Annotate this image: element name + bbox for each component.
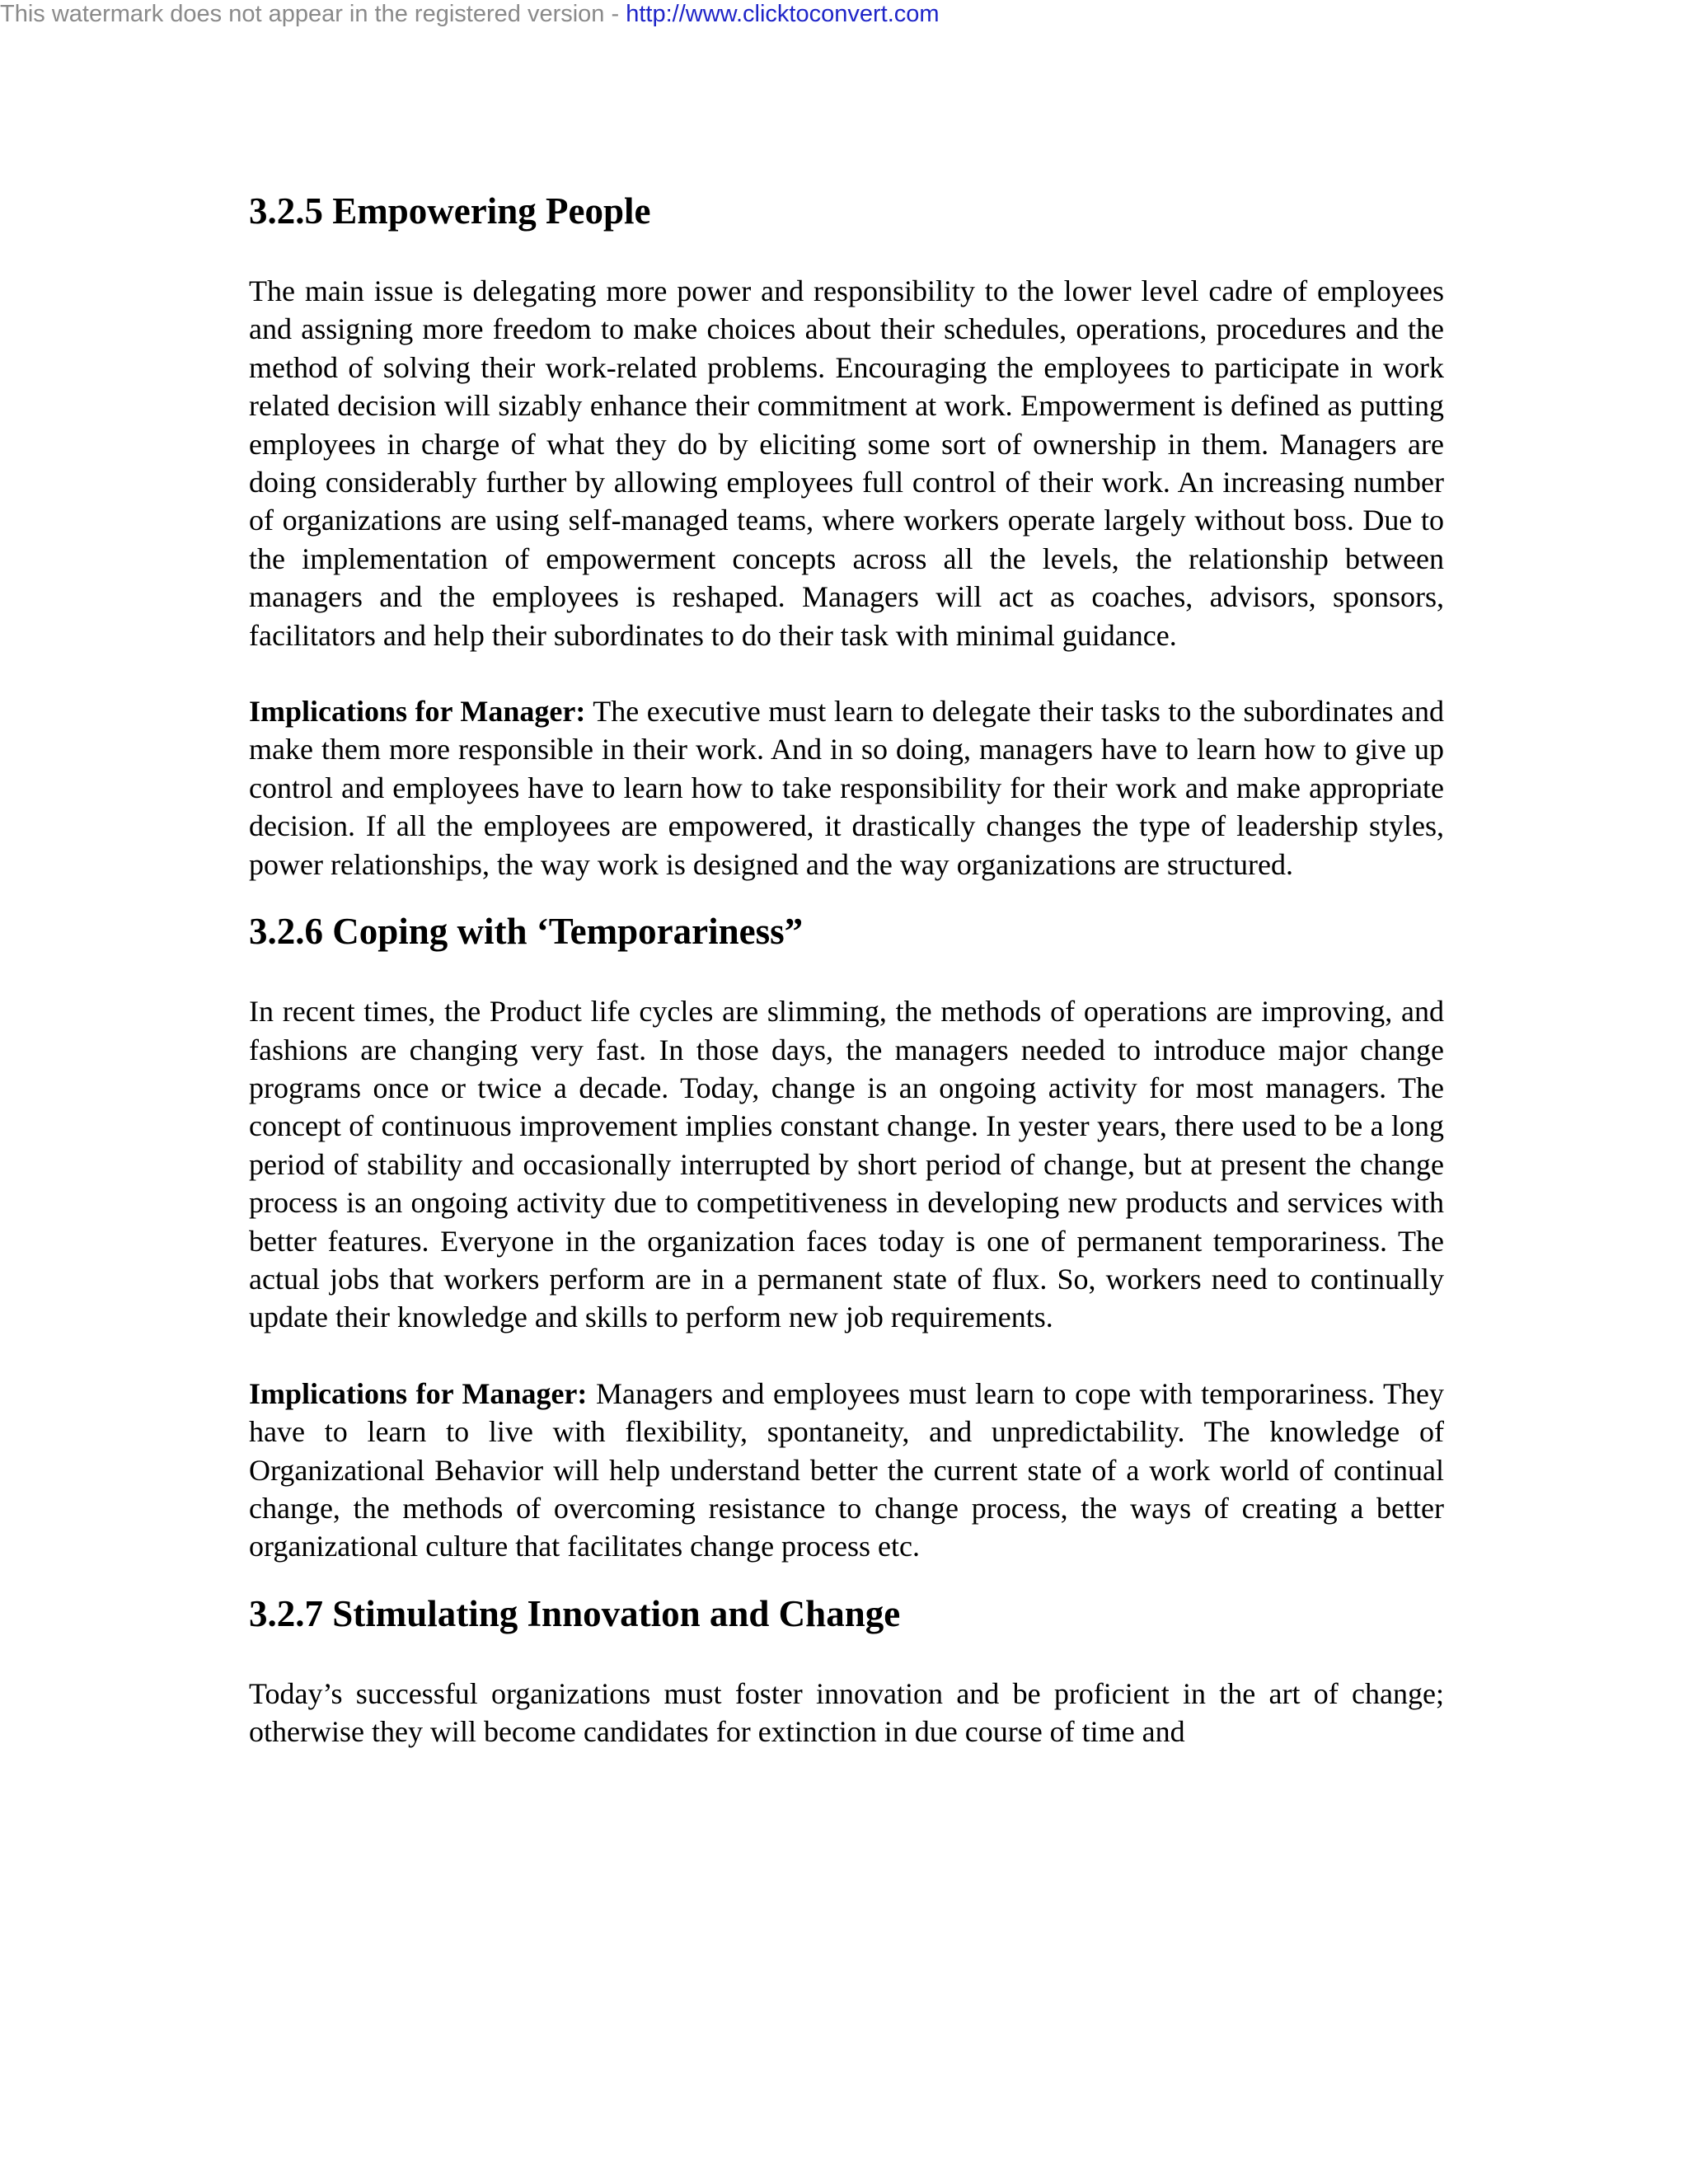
paragraph-temporariness: In recent times, the Product life cycles are slimming, the methods of operations are improving, and fashions are changing very fast. In those days, the managers needed to introduce major change programs once or twice a decade. Today, change is an ongoing activity for most managers. The concept of continuous improvement implies constant change. In yester years, there used to be a long period of stability and occasionally interrupted by short period of change, but at present the change process is an ongoing activity due to competitiveness in developing new products and services with better features. Everyone in the organization faces today is one of permanent temporariness. The actual jobs that workers perform are in a permanent state of flux. So, workers need to continually update their knowledge and skills to perform new job requirements. [249, 995, 1444, 1334]
implications-label: Implications for Manager: [249, 1376, 588, 1410]
document-body [249, 188, 1444, 1751]
watermark-link[interactable]: http://www.clicktoconvert.com [626, 1, 940, 27]
paragraph-empowering: The main issue is delegating more power and responsibility to the lower level cadre of employees and assigning more freedom to make choices about their schedules, operations, procedures and the method of solving their work-related problems. Encouraging the employees to participate in work related decision will sizably enhance their commitment at work. Empowerment is defined as putting employees in charge of what they do by eliciting some sort of ownership in them. Managers are doing considerably further by allowing employees full control of their work. An increasing number of organizations are using self-managed teams, where workers operate largely without boss. Due to the implementation of empowerment concepts across all the levels, the relationship between managers and the employees is reshaped. Managers will act as coaches, advisors, sponsors, facilitators and help their subordinates to do their task with minimal guidance. [249, 274, 1444, 652]
paragraph-temporariness-implications [249, 1375, 1444, 1566]
implications-text: Managers and employees must learn to cope with temporariness. They have to learn to live with flexibility, spontaneity, and unpredictability. The knowledge of Organizational Behavior will help understand better the current state of a work world of continual change, the methods of overcoming resistance to change process, the ways of creating a better organizational culture that facilitates change process etc. [249, 1376, 1444, 1563]
watermark [0, 0, 940, 28]
paragraph-innovation: Today’s successful organizations must foster innovation and be proficient in the art of change; otherwise they will become candidates for extinction in due course of time and [249, 1676, 1444, 1749]
implications-label: Implications for Manager: [249, 695, 586, 729]
section-heading-innovation: 3.2.7 Stimulating Innovation and Change [249, 1592, 901, 1634]
implications-text: The executive must learn to delegate their tasks to the subordinates and make them more responsible in their work. And in so doing, managers have to learn how to give up control and employees have to learn how to take responsibility for their work and make appropriate decision. If all the employees are empowered, it drastically changes the type of leadership styles, power relationships, the way work is designed and the way organizations are structured. [249, 695, 1444, 881]
section-heading-temporariness: 3.2.6 Coping with ‘Temporariness” [249, 911, 804, 953]
section-heading-empowering: 3.2.5 Empowering People [249, 190, 651, 232]
watermark-text: This watermark does not appear in the registered version - [0, 1, 626, 27]
paragraph-empowering-implications [249, 692, 1444, 883]
